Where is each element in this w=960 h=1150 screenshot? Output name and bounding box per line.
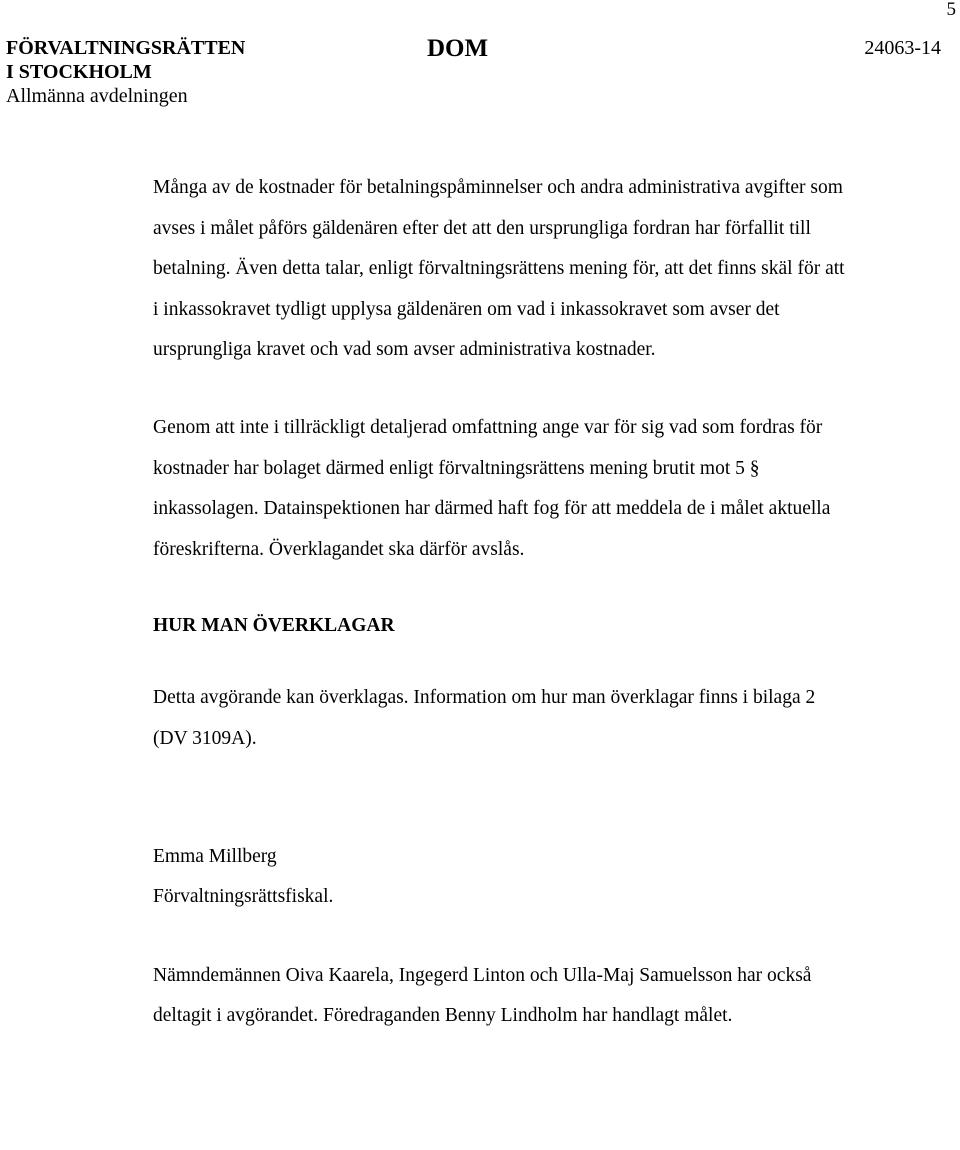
court-header <box>6 36 245 108</box>
court-department: Allmänna avdelningen <box>6 85 188 107</box>
page-number: 5 <box>946 0 956 20</box>
document-body <box>153 168 853 1037</box>
paragraph-participants: Nämndemännen Oiva Kaarela, Ingegerd Linton och Ulla-Maj Samuelsson har också deltagit i avgörandet. Föredraganden Benny Lindholm har handlagt målet. <box>153 964 812 1027</box>
court-name-line1: FÖRVALTNINGSRÄTTEN <box>6 37 246 59</box>
signature-name: Emma Millberg <box>153 845 277 867</box>
signature-title: Förvaltningsrättsfiskal. <box>153 885 334 907</box>
document-type: DOM <box>427 35 489 62</box>
case-number: 24063-14 <box>864 37 941 59</box>
signature-block <box>153 837 853 917</box>
appeal-information: Detta avgörande kan överklagas. Information om hur man överklagar finns i bilaga 2 (DV 3109A). <box>153 687 816 749</box>
appeal-heading: HUR MAN ÖVERKLAGAR <box>153 615 395 637</box>
paragraph-conclusion: Genom att inte i tillräckligt detaljerad omfattning ange var för sig vad som fordras för kostnader har bolaget därmed enligt förvaltningsrättens mening brutit mot 5 § inkassolagen. Datainspektionen har därmed haft fog för att meddela de i målet aktuella föreskrifterna. Överklagandet ska därför avslås. <box>153 416 831 560</box>
paragraph-administrative-costs: Många av de kostnader för betalningspåminnelser och andra administrativa avgifter som avses i målet påförs gäldenären efter det att den ursprungliga fordran har förfallit till betalning. Även detta talar, enligt förvaltningsrättens mening för, att det finns skäl för att i inkassokravet tydligt upplysa gäldenären om vad i inkassokravet som avser det ursprungliga kravet och vad som avser administrativa kostnader. <box>153 177 845 361</box>
court-name-line2: I STOCKHOLM <box>6 61 152 83</box>
